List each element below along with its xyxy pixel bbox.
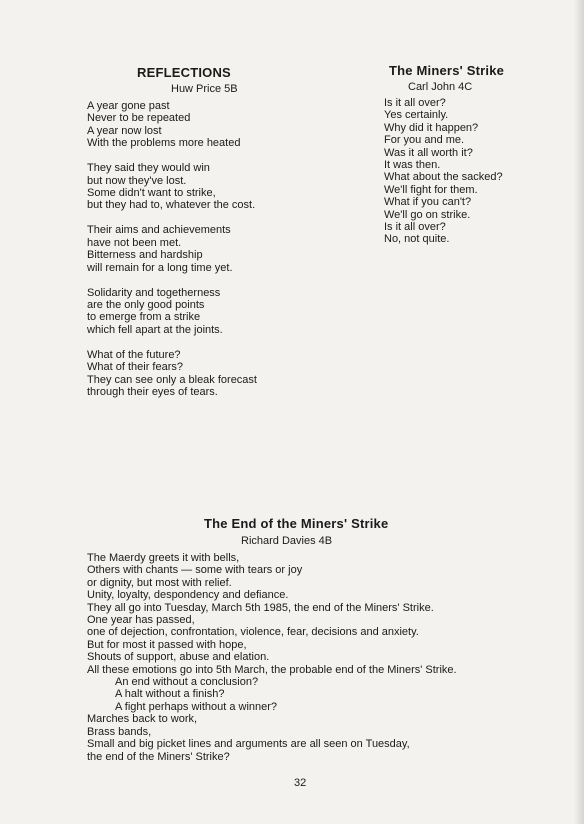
poem-line: They said they would win bbox=[87, 162, 210, 175]
poem-line: Was it all worth it? bbox=[384, 146, 473, 159]
poem-line: For you and me. bbox=[384, 134, 465, 147]
poem-line: Is it all over? bbox=[384, 97, 446, 109]
poem-line: Is it all over? bbox=[384, 221, 446, 234]
poem-line: What of the future? bbox=[87, 348, 181, 361]
poem-reflections-author: Huw Price 5B bbox=[171, 83, 238, 95]
poem-line: We'll go on strike. bbox=[384, 208, 471, 221]
poem-line: or dignity, but most with relief. bbox=[87, 576, 232, 589]
poem-line: Their aims and achievements bbox=[87, 224, 231, 237]
poem-end-of-strike-author: Richard Davies 4B bbox=[241, 535, 333, 547]
page-edge-shadow bbox=[574, 0, 584, 824]
poem-end-of-strike-body bbox=[87, 552, 457, 763]
poem-line: We'll fight for them. bbox=[384, 183, 478, 196]
poem-line: The Maerdy greets it with bells, bbox=[87, 552, 240, 564]
poem-line: It was then. bbox=[384, 159, 441, 172]
poem-line: But for most it passed with hope, bbox=[87, 638, 247, 651]
poem-line: A halt without a finish? bbox=[115, 688, 225, 701]
poem-miners-strike-author: Carl John 4C bbox=[408, 81, 473, 93]
poem-line: Unity, loyalty, despondency and defiance. bbox=[87, 589, 289, 602]
poem-line: What of their fears? bbox=[87, 361, 183, 374]
stanza bbox=[87, 162, 257, 212]
poem-line: No, not quite. bbox=[384, 233, 450, 246]
poem-line: to emerge from a strike bbox=[87, 311, 201, 324]
page-number: 32 bbox=[294, 777, 307, 789]
poem-line: Yes certainly. bbox=[384, 109, 449, 122]
poem-line: Others with chants — some with tears or joy bbox=[87, 564, 303, 577]
poem-reflections-title: REFLECTIONS bbox=[137, 65, 231, 80]
poem-line: A fight perhaps without a winner? bbox=[115, 700, 278, 713]
poem-line: will remain for a long time yet. bbox=[87, 261, 233, 274]
poem-line: Why did it happen? bbox=[384, 121, 479, 134]
poem-line: They can see only a bleak forecast bbox=[87, 373, 257, 386]
poem-line: Bitterness and hardship bbox=[87, 249, 203, 262]
stanza bbox=[87, 287, 257, 337]
poem-line: What about the sacked? bbox=[384, 171, 503, 184]
poem-line: They all go into Tuesday, March 5th 1985, the end of the Miners' Strike. bbox=[87, 601, 434, 614]
poem-end-of-strike-title: The End of the Miners' Strike bbox=[204, 516, 389, 531]
poem-line: have not been met. bbox=[87, 236, 182, 249]
poem-line: Small and big picket lines and arguments are all seen on Tuesday, bbox=[87, 738, 410, 751]
poem-line: Some didn't want to strike, bbox=[87, 187, 216, 200]
poem-line: Solidarity and togetherness bbox=[87, 286, 221, 299]
poem-line: the end of the Miners' Strike? bbox=[87, 750, 230, 763]
poem-line: A year gone past bbox=[87, 100, 170, 112]
poem-line: Brass bands, bbox=[87, 725, 152, 738]
stanza bbox=[87, 224, 257, 274]
poem-line: With the problems more heated bbox=[87, 137, 241, 150]
poem-line: but now they've lost. bbox=[87, 174, 187, 187]
poem-line: but they had to, whatever the cost. bbox=[87, 199, 256, 212]
poem-line: Marches back to work, bbox=[87, 713, 198, 726]
poem-line: One year has passed, bbox=[87, 614, 195, 627]
stanza bbox=[87, 349, 257, 399]
poem-line: Never to be repeated bbox=[87, 112, 191, 125]
poem-reflections-body bbox=[87, 100, 257, 411]
stanza bbox=[87, 100, 257, 150]
poem-line: A year now lost bbox=[87, 124, 162, 137]
poem-line: through their eyes of tears. bbox=[87, 386, 218, 399]
poem-line: An end without a conclusion? bbox=[115, 676, 259, 689]
poem-line: which fell apart at the joints. bbox=[87, 323, 223, 336]
poem-line: Shouts of support, abuse and elation. bbox=[87, 651, 270, 664]
poem-miners-strike-body bbox=[384, 97, 503, 246]
poem-miners-strike-title: The Miners' Strike bbox=[389, 63, 505, 78]
poem-line: are the only good points bbox=[87, 299, 205, 312]
poem-line: All these emotions go into 5th March, the probable end of the Miners' Strike. bbox=[87, 663, 457, 676]
poem-line: What if you can't? bbox=[384, 196, 472, 209]
poem-line: one of dejection, confrontation, violence, fear, decisions and anxiety. bbox=[87, 626, 419, 639]
